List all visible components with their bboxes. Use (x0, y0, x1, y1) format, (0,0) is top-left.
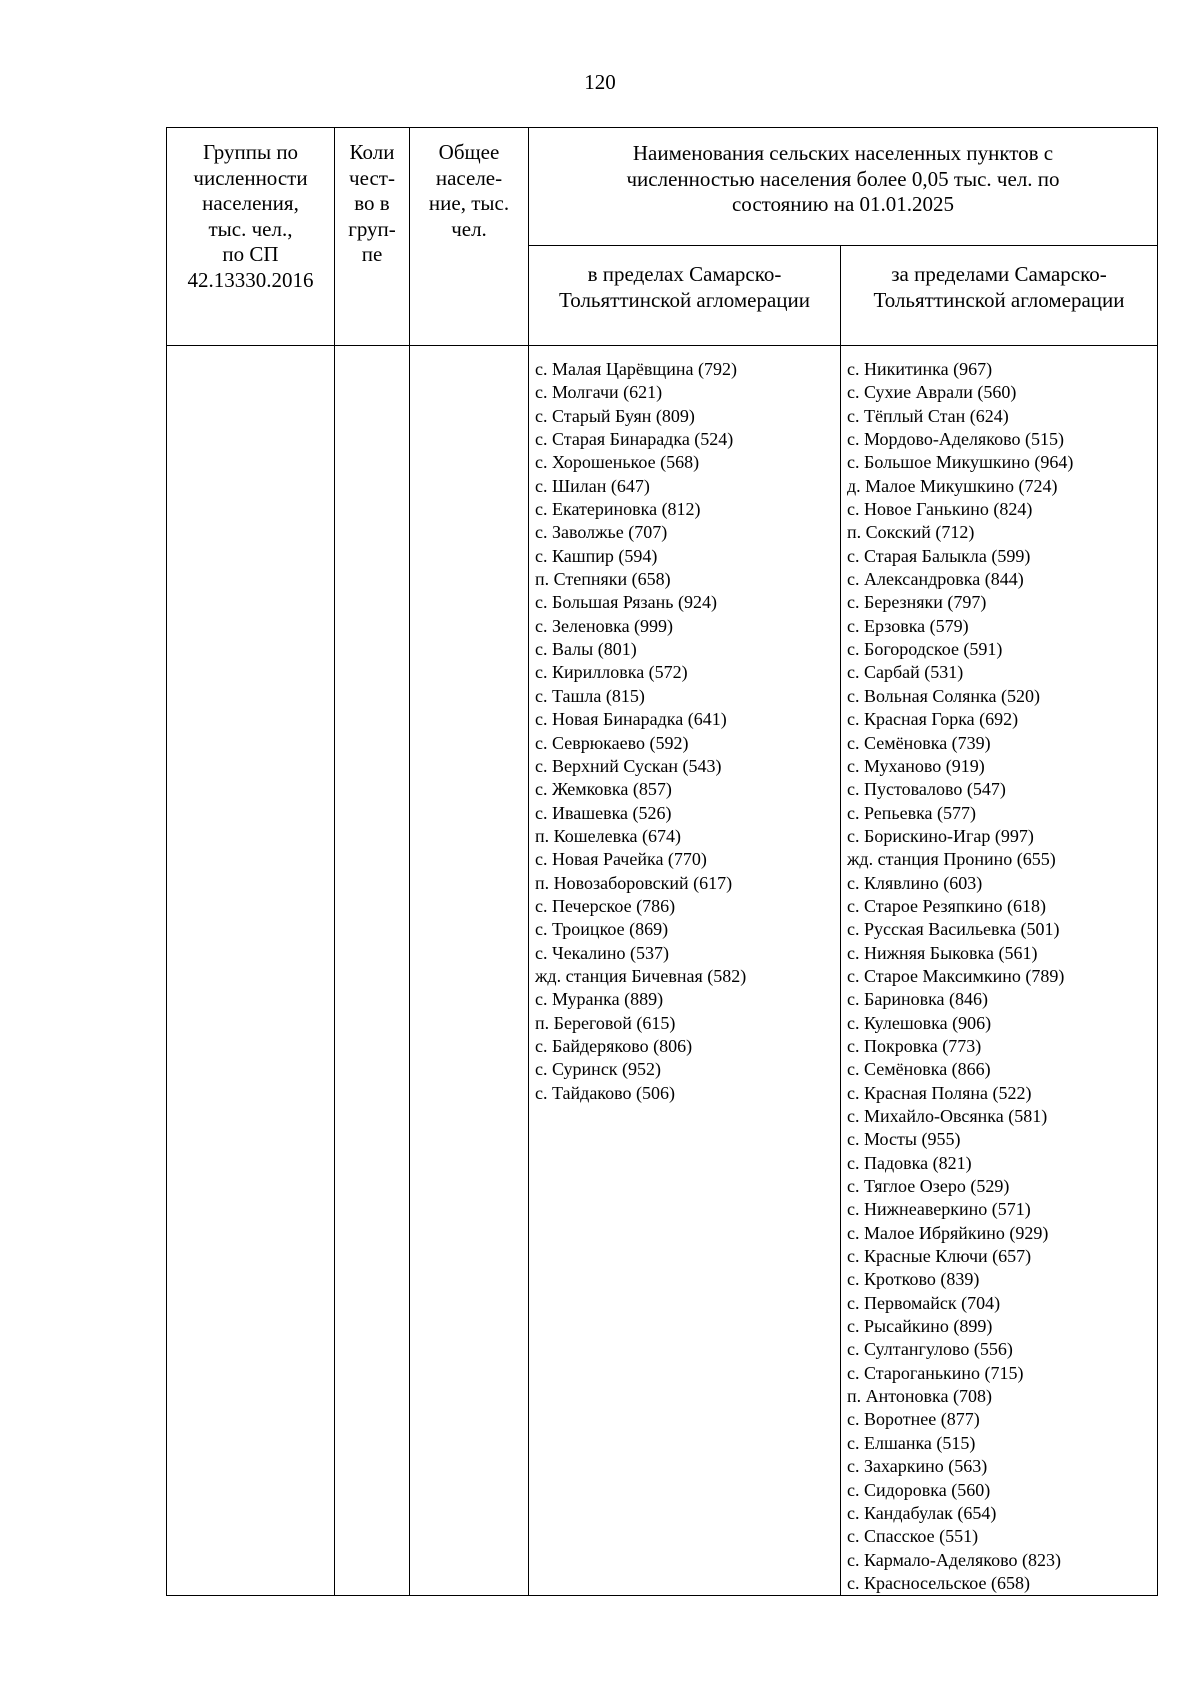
settlement-item: п. Антоновка (708) (847, 1386, 992, 1407)
cell-inside-list (529, 346, 841, 1596)
settlement-item: с. Кармало-Аделяково (823) (847, 1549, 1061, 1570)
header-line: в пределах Самарско- (587, 262, 782, 286)
settlement-item: с. Султангулово (556) (847, 1339, 1013, 1360)
settlement-item: с. Суринск (952) (535, 1059, 662, 1080)
settlement-item: с. Кашпир (594) (535, 545, 658, 566)
settlement-item: с. Жемковка (857) (535, 779, 672, 800)
settlement-item: с. Пустовалово (547) (847, 779, 1006, 800)
settlement-item: с. Бариновка (846) (847, 989, 989, 1010)
settlement-item: с. Новое Ганькино (824) (847, 499, 1033, 520)
settlement-item: с. Репьевка (577) (847, 802, 977, 823)
settlement-item: с. Нижнеаверкино (571) (847, 1199, 1031, 1220)
settlement-item: с. Старая Бинарадка (524) (535, 429, 734, 450)
cell-outside-list (841, 346, 1158, 1596)
header-line: населения, (202, 191, 299, 215)
settlement-item: с. Вольная Солянка (520) (847, 685, 1040, 706)
settlement-item: с. Хорошенькое (568) (535, 452, 700, 473)
settlement-item: с. Кулешовка (906) (847, 1012, 992, 1033)
settlement-item: с. Падовка (821) (847, 1152, 972, 1173)
settlement-item: с. Семёновка (739) (847, 732, 991, 753)
settlement-item: с. Красносельское (658) (847, 1572, 1030, 1593)
settlement-item: с. Муранка (889) (535, 989, 664, 1010)
settlement-item: с. Малая Царёвщина (792) (535, 359, 737, 379)
header-count-in-group (335, 128, 410, 346)
settlement-item: с. Кротково (839) (847, 1269, 980, 1290)
settlement-item: п. Сокский (712) (847, 522, 975, 543)
settlement-item: с. Молгачи (621) (535, 382, 663, 403)
settlement-item: п. Степняки (658) (535, 569, 671, 590)
settlement-item: с. Богородское (591) (847, 639, 1003, 660)
settlement-item: с. Михайло-Овсянка (581) (847, 1106, 1048, 1126)
header-line: Тольяттинской агломерации (873, 287, 1125, 312)
settlement-item: с. Красная Горка (692) (847, 709, 1019, 730)
header-line: состоянию на 01.01.2025 (731, 192, 955, 216)
header-total-population (410, 128, 529, 346)
settlement-item: с. Мордово-Аделяково (515) (847, 429, 1064, 450)
settlement-item: с. Спасское (551) (847, 1526, 979, 1547)
settlement-item: с. Тяглое Озеро (529) (847, 1176, 1010, 1197)
header-line: пе (361, 242, 383, 266)
settlement-item: с. Зеленовка (999) (535, 615, 674, 636)
settlement-item: с. Екатериновка (812) (535, 499, 701, 520)
settlement-item: с. Мосты (955) (847, 1129, 961, 1150)
settlement-item: с. Тёплый Стан (624) (847, 405, 1009, 426)
settlement-item: п. Новозаборовский (617) (535, 872, 733, 893)
settlement-item: с. Красные Ключи (657) (847, 1246, 1032, 1267)
settlement-item: с. Сарбай (531) (847, 662, 964, 683)
settlement-item: с. Большая Рязань (924) (535, 592, 717, 613)
header-line: численностью населения более 0,05 тыс. чел. по (626, 166, 1060, 191)
header-population-groups (167, 128, 335, 346)
header-line: Тольяттинской агломерации (558, 287, 811, 312)
settlement-item: с. Севрюкаево (592) (535, 732, 689, 753)
header-line: населе- (435, 165, 503, 190)
settlement-item: с. Русская Васильевка (501) (847, 919, 1060, 940)
header-line: во в (354, 191, 390, 215)
settlement-item: с. Кандабулак (654) (847, 1502, 997, 1523)
settlement-item: с. Рысайкино (899) (847, 1316, 993, 1337)
settlement-item: с. Сухие Аврали (560) (847, 382, 1017, 403)
settlement-item: с. Старое Максимкино (789) (847, 965, 1065, 986)
settlement-item: д. Малое Микушкино (724) (847, 475, 1058, 496)
header-line: 42.13330.2016 (187, 267, 314, 292)
settlement-item: с. Ерзовка (579) (847, 615, 969, 636)
settlement-item: с. Малое Ибряйкино (929) (847, 1222, 1049, 1243)
header-inside-agglomeration (529, 246, 841, 346)
settlement-item: с. Шилан (647) (535, 475, 650, 496)
settlement-item: с. Верхний Сускан (543) (535, 755, 722, 776)
settlement-item: п. Береговой (615) (535, 1012, 676, 1033)
settlements-table (166, 127, 1158, 1596)
settlement-item: с. Муханово (919) (847, 755, 985, 776)
settlement-item: с. Нижняя Быковка (561) (847, 942, 1038, 963)
header-line: численности (193, 165, 308, 190)
header-line: тыс. чел., (208, 216, 293, 241)
header-line: за пределами Самарско- (891, 262, 1107, 286)
cell-count (335, 346, 410, 1596)
settlement-item: с. Валы (801) (535, 639, 637, 660)
header-line: ние, тыс. (428, 191, 510, 215)
settlement-item: с. Старое Резяпкино (618) (847, 895, 1047, 916)
header-line: чел. (451, 216, 487, 241)
settlement-item: с. Елшанка (515) (847, 1432, 976, 1453)
settlement-item: с. Ивашевка (526) (535, 802, 672, 823)
settlement-item: с. Байдеряково (806) (535, 1035, 693, 1056)
settlement-item: с. Старая Балыкла (599) (847, 545, 1031, 566)
inside-settlement-list (529, 346, 840, 1105)
page-number: 120 (584, 70, 616, 94)
settlement-item: жд. станция Пронино (655) (847, 849, 1056, 870)
settlement-item: с. Ташла (815) (535, 685, 645, 706)
settlement-item: с. Никитинка (967) (847, 359, 993, 379)
settlement-item: с. Сидоровка (560) (847, 1479, 991, 1500)
header-line: Группы по (202, 140, 299, 164)
settlement-item: с. Кирилловка (572) (535, 662, 688, 683)
settlement-item: с. Первомайск (704) (847, 1292, 1001, 1313)
outside-settlement-list (841, 346, 1157, 1595)
header-line: чест- (349, 165, 395, 190)
settlement-item: с. Печерское (786) (535, 895, 676, 916)
settlement-item: с. Александровка (844) (847, 569, 1024, 590)
settlement-item: с. Семёновка (866) (847, 1059, 991, 1080)
settlement-item: с. Тайдаково (506) (535, 1082, 676, 1103)
settlement-item: с. Старый Буян (809) (535, 405, 695, 426)
settlement-item: п. Кошелевка (674) (535, 825, 682, 846)
settlement-item: с. Чекалино (537) (535, 942, 670, 963)
settlement-item: с. Клявлино (603) (847, 872, 983, 893)
settlement-item: с. Заволжье (707) (535, 522, 668, 543)
settlement-item: с. Новая Рачейка (770) (535, 849, 707, 870)
settlement-item: с. Красная Поляна (522) (847, 1082, 1032, 1103)
settlement-item: с. Новая Бинарадка (641) (535, 709, 727, 730)
settlement-item: с. Староганькино (715) (847, 1362, 1024, 1383)
settlement-item: с. Покровка (773) (847, 1035, 982, 1056)
header-line: Наименования сельских населенных пунктов с (632, 141, 1054, 165)
settlement-item: с. Воротнее (877) (847, 1409, 980, 1430)
header-settlement-names (529, 128, 1158, 246)
settlement-item: с. Большое Микушкино (964) (847, 452, 1074, 473)
header-line: по СП (222, 242, 279, 266)
settlement-item: жд. станция Бичевная (582) (535, 965, 747, 986)
header-line: груп- (348, 216, 396, 241)
settlement-item: с. Борискино-Игар (997) (847, 825, 1034, 846)
settlement-item: с. Березняки (797) (847, 592, 987, 613)
header-line: Общее (438, 140, 500, 164)
settlement-item: с. Захаркино (563) (847, 1456, 988, 1477)
header-outside-agglomeration (841, 246, 1158, 346)
cell-population-group (167, 346, 335, 1596)
cell-total-population (410, 346, 529, 1596)
header-line: Коли (349, 140, 395, 164)
settlement-item: с. Троицкое (869) (535, 919, 669, 940)
